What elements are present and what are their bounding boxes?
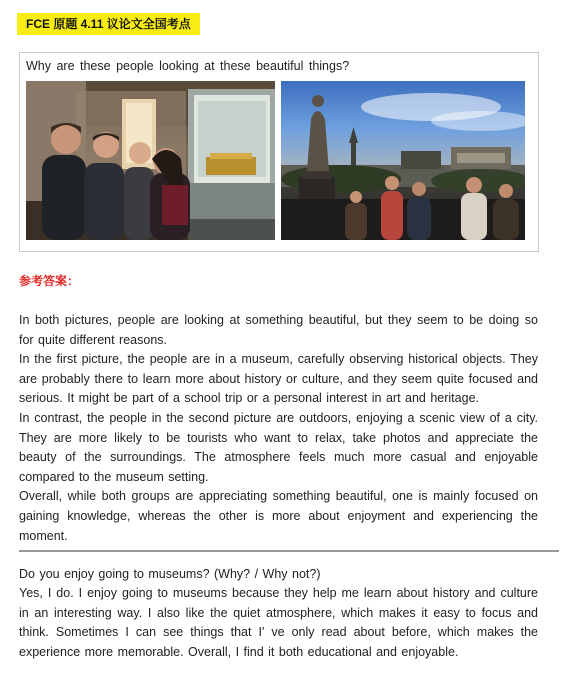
question-box [19,52,539,252]
question-text: Why are these people looking at these beautiful things? [26,59,350,73]
essay-paragraph: In both pictures, people are looking at something beautiful, but they seem to be doing so for quite different reasons. [19,313,538,347]
page-title: FCE 原题 4.11 议论文全国考点 [17,13,200,35]
museum-photo [26,81,275,240]
essay-answer [19,311,538,546]
essay-paragraph: Overall, while both groups are appreciating something beautiful, one is mainly focused on gaining knowledge, whereas the other is more about enjoyment and experiencing the moment. [19,489,538,543]
essay-paragraph: In the first picture, the people are in a museum, carefully observing historical objects. They are probably there to learn more about history or culture, and they seem quite focused and serious. It might be part of a school trip or a personal interest in art and heritage. [19,352,538,406]
museum-scene-illustration [26,81,275,240]
cityscape-illustration [281,81,525,240]
followup-answer: Yes, I do. I enjoy going to museums because they help me learn about history and culture in an interesting way. I also like the quiet atmosphere, which makes it easy to focus and think. Sometimes I can see things that I' ve only read about before, which makes the experience more memorable. Overall, I find it both educational and enjoyable. [19,586,538,659]
section-divider [19,550,559,552]
outdoor-view-photo [281,81,525,240]
followup-question: Do you enjoy going to museums? (Why? / Why not?) [19,567,321,581]
answer-heading: 参考答案： [19,274,80,288]
essay-paragraph: In contrast, the people in the second picture are outdoors, enjoying a scenic view of a city. They are more likely to be tourists who want to relax, take photos and appreciate the beauty of the surroundings. The atmosphere feels much more casual and enjoyable compared to the museum setting. [19,410,538,484]
